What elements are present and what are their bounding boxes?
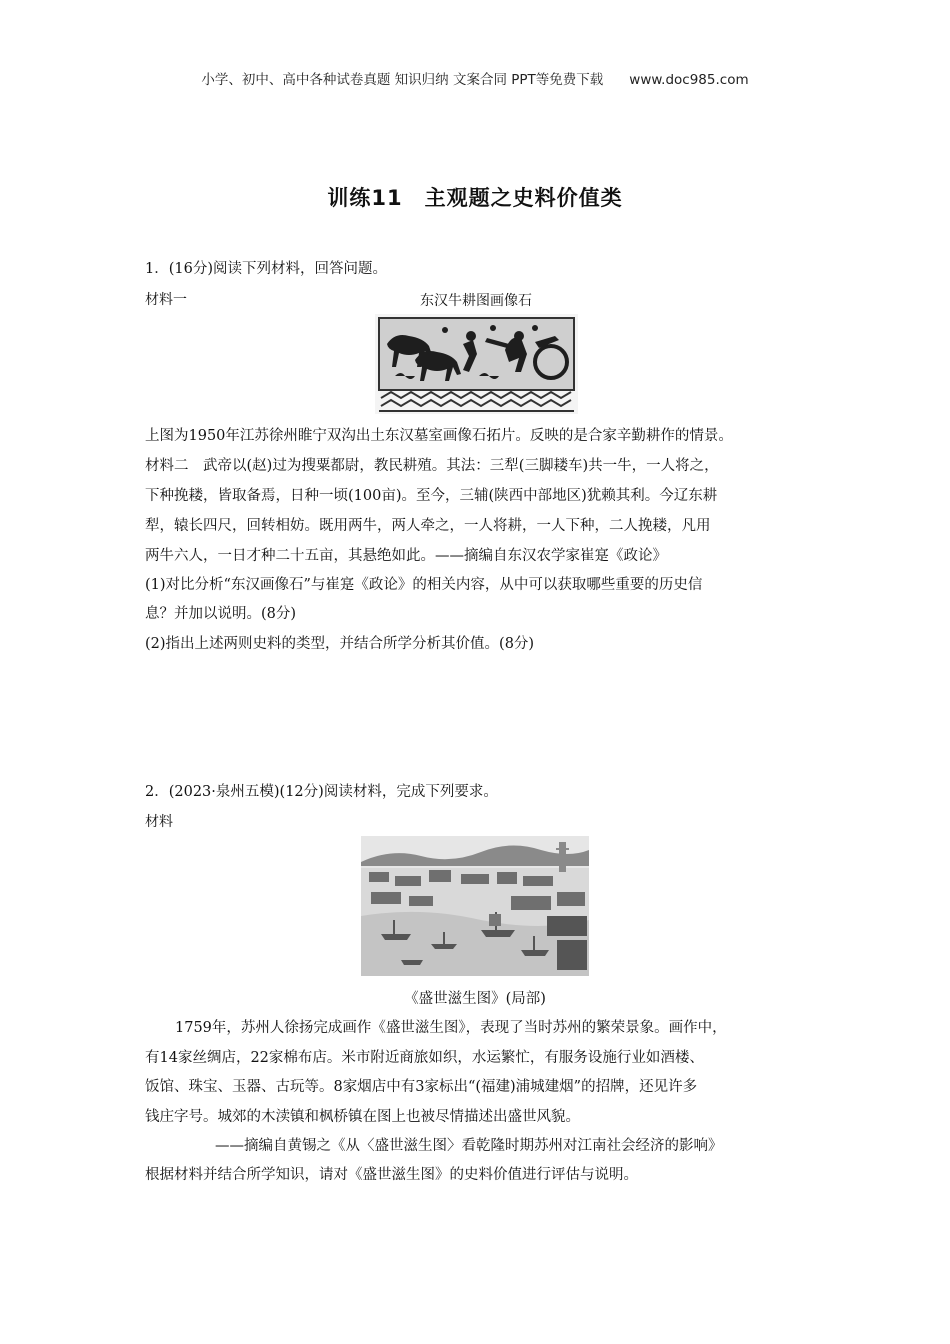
painting-image [361, 836, 589, 976]
q1-sub1-line: (1)对比分析“东汉画像石”与崔寔《政论》的相关内容，从中可以获取哪些重要的历史信 [145, 577, 703, 593]
q1-sub2: (2)指出上述两则史料的类型，并结合所学分析其价值。(8分) [145, 636, 535, 652]
q1-material2-line: 两牛六人，一日才种二十五亩，其悬绝如此。——摘编自东汉农学家崔寔《政论》 [145, 548, 667, 564]
q2-para-line: 钱庄字号。城郊的木渎镇和枫桥镇在图上也被尽情描述出盛世风貌。 [145, 1109, 580, 1125]
q1-material1-caption: 东汉牛耕图画像石 [420, 293, 532, 309]
q1-material2-line: 下种挽耧，皆取备焉，日种一顷(100亩)。至今，三辅(陕西中部地区)犹赖其利。今辽东耕 [145, 488, 718, 504]
q2-caption: 《盛世滋生图》(局部) [404, 991, 546, 1007]
page-header [0, 68, 950, 88]
q1-material2-line: 犁，辕长四尺，回转相妨。既用两牛，两人牵之，一人将耕，一人下种，二人挽耧，凡用 [145, 518, 711, 534]
q2-question: 根据材料并结合所学知识，请对《盛世滋生图》的史料价值进行评估与说明。 [145, 1167, 638, 1183]
rubbing-image [375, 314, 578, 414]
q2-para-line: 1759年，苏州人徐扬完成画作《盛世滋生图》，表现了当时苏州的繁荣景象。画作中， [175, 1020, 727, 1036]
q1-sub1-line: 息？并加以说明。(8分) [145, 606, 297, 622]
q2-stem: 2．(2023·泉州五模)(12分)阅读材料，完成下列要求。 [145, 784, 498, 800]
q1-material1-label: 材料一 [145, 292, 187, 308]
q2-source: ——摘编自黄锡之《从〈盛世滋生图〉看乾隆时期苏州对江南社会经济的影响》 [215, 1138, 723, 1154]
q2-material-label: 材料 [145, 814, 173, 830]
page-title: 训练11 主观题之史料价值类 [327, 186, 623, 210]
q2-para-line: 有14家丝绸店，22家棉布店。米市附近商旅如织，水运繁忙，有服务设施行业如酒楼、 [145, 1050, 704, 1066]
header-text: 小学、初中、高中各种试卷真题 知识归纳 文案合同 PPT等免费下载 [201, 72, 604, 88]
header-site-link[interactable]: www.doc985.com [629, 72, 749, 88]
q1-material1-desc: 上图为1950年江苏徐州睢宁双沟出土东汉墓室画像石拓片。反映的是合家辛勤耕作的情景。 [145, 428, 733, 444]
q1-stem: 1．(16分)阅读下列材料，回答问题。 [145, 261, 387, 277]
q2-para-line: 饭馆、珠宝、玉器、古玩等。8家烟店中有3家标出“(福建)浦城建烟”的招牌，还见许多 [145, 1079, 698, 1095]
q1-material2-line: 材料二 武帝以(赵)过为搜粟都尉，教民耕殖。其法：三犁(三脚耧车)共一牛，一人将之， [145, 458, 719, 474]
